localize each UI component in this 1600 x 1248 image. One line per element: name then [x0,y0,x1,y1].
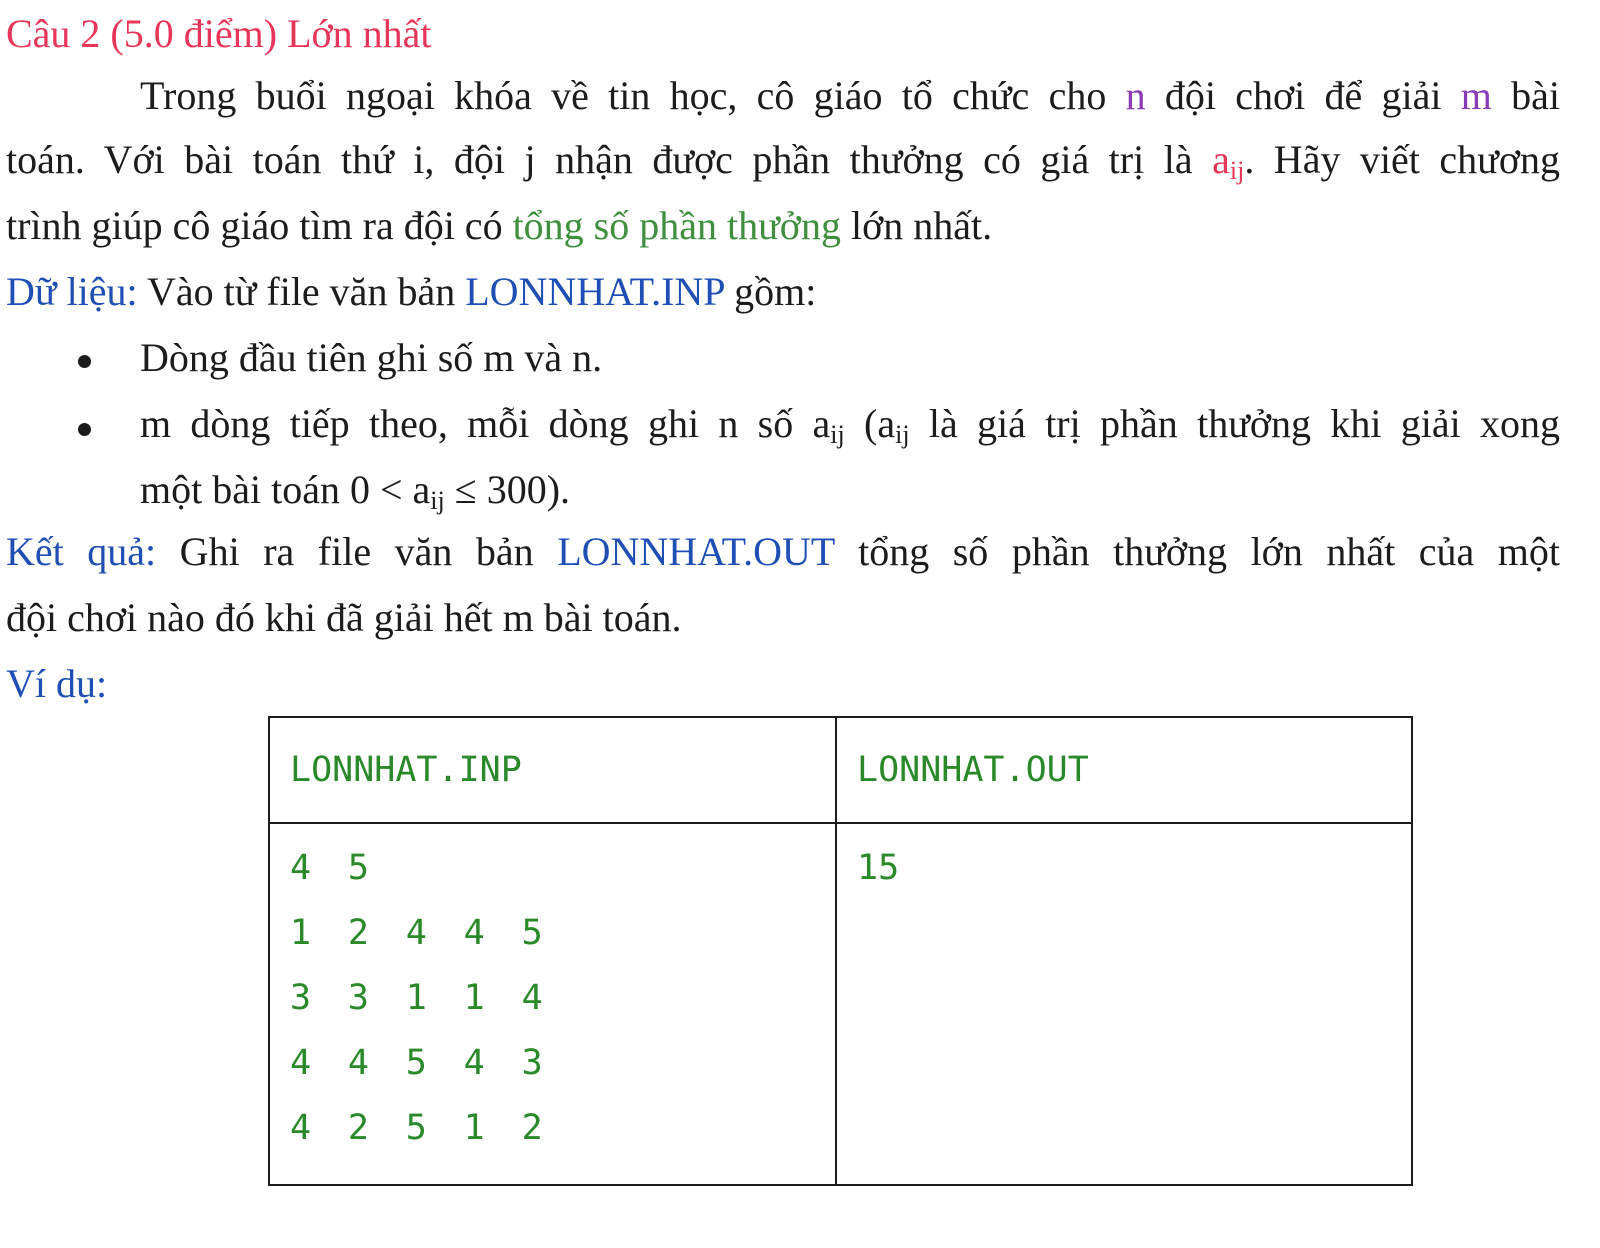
output-text: Ghi ra file văn bản [156,529,558,574]
reward-variable [1212,137,1245,185]
statement-line-3 [6,202,992,250]
problem-title [6,10,432,58]
bullet-icon [78,355,91,368]
inp-line: 4 2 5 1 2 [290,1108,543,1148]
reward-variable-base: a [1212,137,1230,182]
title-prefix: Câu 2 (5.0 điểm) [6,11,288,56]
input-bullet-2 [140,400,1560,459]
example-header-row [269,717,1412,823]
input-text: Vào từ file văn bản [137,269,466,314]
reward-variable-subscript: ij [430,486,445,515]
out-header-cell [836,717,1412,823]
input-text: gồm: [724,269,817,314]
reward-variable-base: a [877,401,896,446]
statement-line-2 [6,136,1560,195]
title-name: Lớn nhất [287,11,432,56]
bullet-text: một bài toán 0 < [140,467,413,512]
variable-n: n [1125,73,1146,118]
statement-text: lớn nhất. [840,203,993,248]
inp-content-cell [269,823,836,1185]
example-table [268,716,1413,1186]
input-bullet-2-line-2 [140,466,570,525]
out-line: 15 [857,848,900,888]
bullet-icon [78,423,91,436]
inp-line: 4 5 [290,848,369,888]
statement-text: toán. Với bài toán thứ i, đội j nhận được phần thưởng có giá trị là [6,137,1213,182]
bullet-text: là giá trị phần thưởng khi giải xong [909,401,1560,446]
highlight-total-reward: tổng số phần thưởng [512,203,841,248]
reward-variable-subscript: ij [895,420,910,449]
statement-text: . Hãy viết chương [1244,137,1560,182]
statement-text: bài [1491,73,1560,118]
example-body-row [269,823,1412,1185]
reward-variable [877,401,910,449]
output-text: tổng số phần thưởng lớn nhất của một [834,529,1561,574]
bullet-text: ≤ 300). [444,467,571,512]
reward-variable-base: a [412,467,431,512]
statement-line-1 [140,72,1560,120]
input-section [6,268,816,316]
output-label: Kết quả: [6,529,157,574]
inp-line: 1 2 4 4 5 [290,913,543,953]
input-label: Dữ liệu: [6,269,138,314]
reward-variable-subscript: ij [830,420,845,449]
reward-variable-base: a [812,401,831,446]
inp-header: LONNHAT.INP [290,750,522,790]
bullet-text: ( [844,401,878,446]
input-filename: LONNHAT.INP [465,269,725,314]
output-section [6,528,1560,576]
reward-variable-subscript: ij [1229,156,1245,185]
bullet-text: m dòng tiếp theo, mỗi dòng ghi n số [140,401,813,446]
statement-text: Trong buổi ngoại khóa về tin học, cô giáo tổ chức cho [140,73,1126,118]
inp-header-cell [269,717,836,823]
reward-variable [812,401,845,449]
input-bullet-1: Dòng đầu tiên ghi số m và n. [140,335,603,380]
statement-text: trình giúp cô giáo tìm ra đội có [6,203,513,248]
out-content-cell [836,823,1412,1185]
inp-line: 3 3 1 1 4 [290,978,543,1018]
inp-line: 4 4 5 4 3 [290,1043,543,1083]
output-filename: LONNHAT.OUT [557,529,835,574]
example-label: Ví dụ: [6,661,108,706]
variable-m: m [1460,73,1492,118]
reward-variable [412,467,445,515]
output-section-line-2: đội chơi nào đó khi đã giải hết m bài toán. [6,595,682,640]
out-header: LONNHAT.OUT [857,750,1089,790]
statement-text: đội chơi để giải [1145,73,1461,118]
